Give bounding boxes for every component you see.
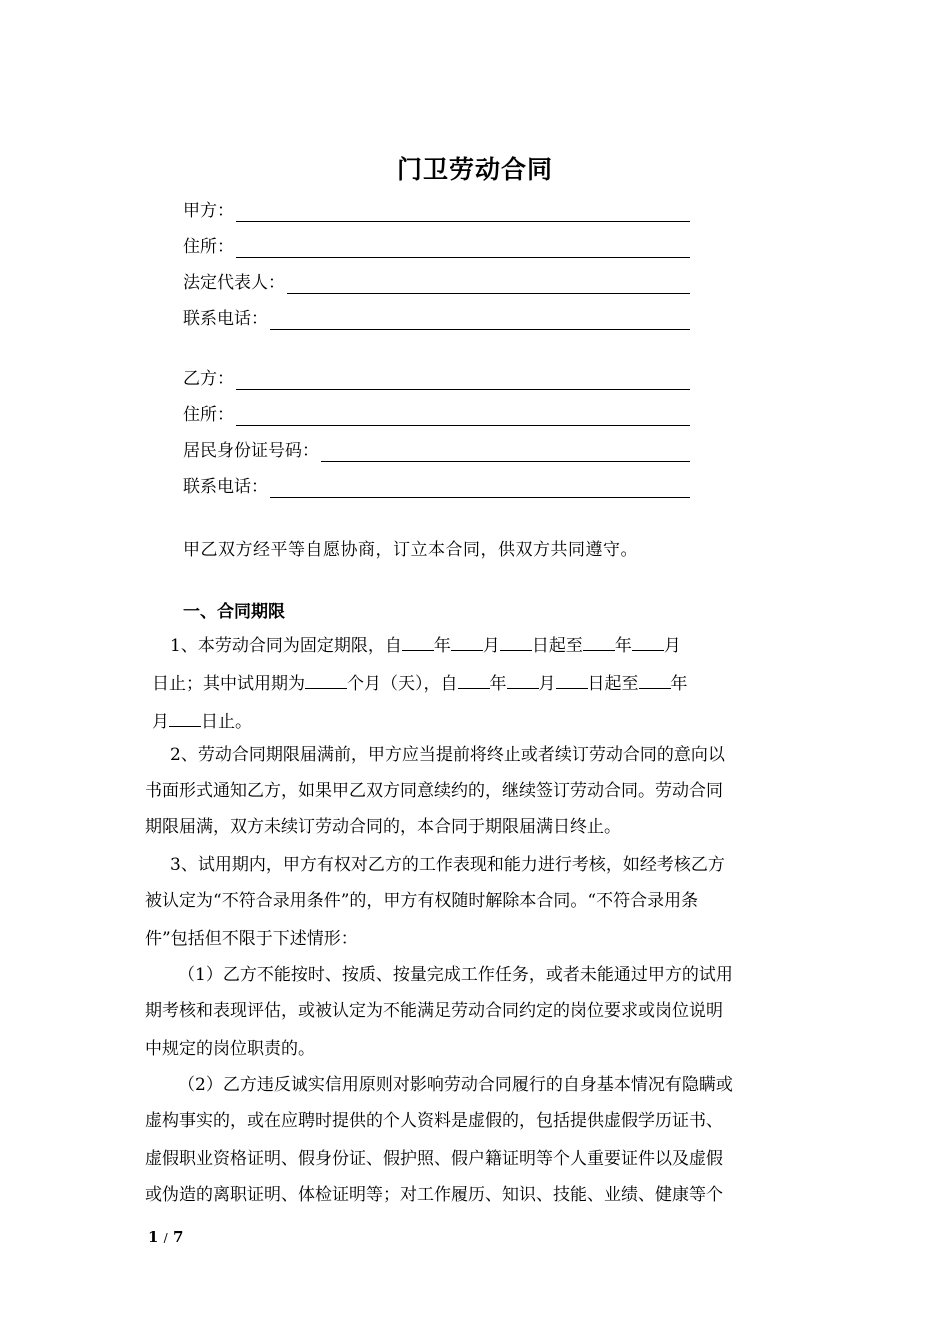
page-current: 1 bbox=[148, 1228, 159, 1246]
party-a-legal-rep-field bbox=[183, 268, 690, 294]
fill-in-line bbox=[236, 235, 690, 258]
field-label: 住所： bbox=[183, 405, 234, 425]
fill-in-blank bbox=[305, 670, 347, 689]
body-line: （1）乙方不能按时、按质、按量完成工作任务，或者未能通过甲方的试用 bbox=[178, 965, 733, 985]
party-a-name-field bbox=[183, 196, 690, 222]
field-label: 居民身份证号码： bbox=[183, 441, 319, 461]
fill-in-line bbox=[236, 199, 690, 222]
clause-1-line-3: 月 日止。 bbox=[152, 708, 812, 733]
page-total: 7 bbox=[172, 1228, 184, 1246]
body-line: （2）乙方违反诚实信用原则对影响劳动合同履行的自身基本情况有隐瞒或 bbox=[178, 1075, 733, 1095]
document-title: 门卫劳动合同 bbox=[396, 155, 553, 184]
field-label: 法定代表人： bbox=[183, 273, 285, 293]
body-line: 期限届满，双方未续订劳动合同的，本合同于期限届满日终止。 bbox=[145, 817, 621, 837]
fill-in-line bbox=[321, 439, 690, 462]
party-b-phone-field bbox=[183, 472, 690, 498]
fill-in-blank bbox=[458, 670, 490, 689]
fill-in-blank bbox=[500, 632, 532, 651]
fill-in-blank bbox=[639, 670, 671, 689]
fill-in-line bbox=[270, 307, 690, 330]
body-line: 虚假职业资格证明、假身份证、假护照、假户籍证明等个人重要证件以及虚假 bbox=[145, 1149, 723, 1169]
body-line: 2、劳动合同期限届满前，甲方应当提前将终止或者续订劳动合同的意向以 bbox=[170, 745, 725, 765]
body-line: 期考核和表现评估，或被认定为不能满足劳动合同约定的岗位要求或岗位说明 bbox=[145, 1001, 723, 1021]
page-number bbox=[148, 1228, 183, 1246]
section-heading-contract-term: 一、合同期限 bbox=[183, 602, 285, 622]
body-line: 或伪造的离职证明、体检证明等；对工作履历、知识、技能、业绩、健康等个 bbox=[145, 1185, 723, 1205]
body-line: 虚构事实的，或在应聘时提供的个人资料是虚假的，包括提供虚假学历证书、 bbox=[145, 1111, 723, 1131]
intro-paragraph: 甲乙双方经平等自愿协商，订立本合同，供双方共同遵守。 bbox=[183, 540, 638, 560]
page-separator: / bbox=[163, 1231, 168, 1245]
body-line: 3、试用期内，甲方有权对乙方的工作表现和能力进行考核，如经考核乙方 bbox=[170, 855, 725, 875]
party-b-address-field bbox=[183, 400, 690, 426]
fill-in-blank bbox=[632, 632, 664, 651]
party-b-name-field bbox=[183, 364, 690, 390]
party-a-address-field bbox=[183, 232, 690, 258]
fill-in-line bbox=[236, 367, 690, 390]
field-label: 甲方： bbox=[183, 201, 234, 221]
clause-1-line-2: 日止；其中试用期为 个月（天），自 年 月 日起至 年 bbox=[152, 670, 812, 695]
field-label: 乙方： bbox=[183, 369, 234, 389]
fill-in-blank bbox=[583, 632, 615, 651]
party-b-id-field bbox=[183, 436, 690, 462]
fill-in-blank bbox=[507, 670, 539, 689]
fill-in-blank bbox=[556, 670, 588, 689]
clause-1-line-1: 1、本劳动合同为固定期限，自 年 月 日起至 年 月 bbox=[170, 632, 830, 657]
body-line: 被认定为“不符合录用条件”的，甲方有权随时解除本合同。“不符合录用条 bbox=[145, 891, 699, 911]
field-label: 联系电话： bbox=[183, 477, 268, 497]
fill-in-blank bbox=[169, 708, 201, 727]
fill-in-blank bbox=[402, 632, 434, 651]
fill-in-line bbox=[287, 271, 690, 294]
body-line: 件”包括但不限于下述情形： bbox=[145, 929, 358, 949]
fill-in-line bbox=[236, 403, 690, 426]
fill-in-line bbox=[270, 475, 690, 498]
fill-in-blank bbox=[451, 632, 483, 651]
party-a-phone-field bbox=[183, 304, 690, 330]
field-label: 住所： bbox=[183, 237, 234, 257]
field-label: 联系电话： bbox=[183, 309, 268, 329]
body-line: 书面形式通知乙方，如果甲乙双方同意续约的，继续签订劳动合同。劳动合同 bbox=[145, 781, 723, 801]
body-line: 中规定的岗位职责的。 bbox=[145, 1039, 315, 1059]
